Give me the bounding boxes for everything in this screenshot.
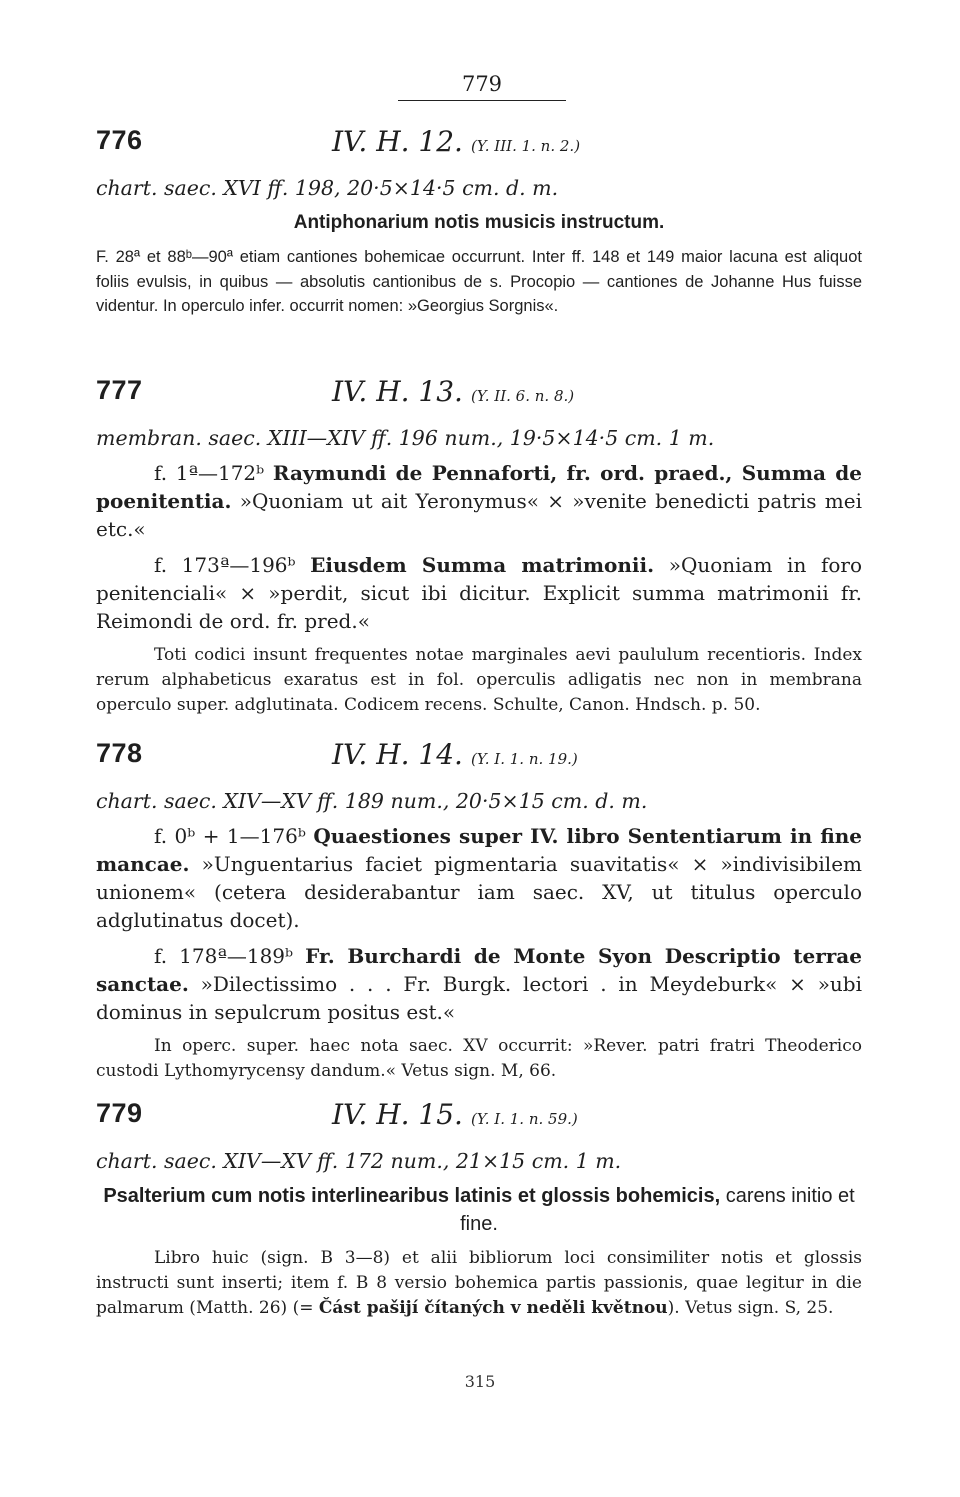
folio-range: f. 173ª—196ᵇ xyxy=(154,553,296,577)
catalog-entry-776 xyxy=(96,125,862,319)
content-item xyxy=(96,459,862,543)
page-header-number: 779 xyxy=(398,72,566,101)
entry-title: Antiphonarium notis musicis instructum. xyxy=(293,212,665,233)
shelfmark: IV. H. 15. (Y. I. 1. n. 59.) xyxy=(332,1098,578,1131)
catalog-entry-778 xyxy=(96,738,862,1084)
content-item xyxy=(96,551,862,635)
old-signature: (Y. III. 1. n. 2.) xyxy=(470,137,581,155)
entry-note: In operc. super. haec nota saec. XV occurrit: »Rever. patri fratri Theoderico custodi Lythomyrycensy dandum.« Vetus sign. M, 66. xyxy=(96,1036,862,1081)
work-title: Fr. Burchardi de Monte Syon Descriptio terrae sanctae. xyxy=(96,944,862,996)
old-signature: (Y. II. 6. n. 8.) xyxy=(470,387,575,405)
work-title: Eiusdem Summa matrimonii. xyxy=(310,553,655,577)
incipit-explicit: »Quoniam in foro penitenciali« × »perdit, sicut ibi dicitur. Explicit summa matrimonii fr. Reimondi de ord. fr. pred.« xyxy=(96,553,862,633)
incipit-explicit: »Unguentarius faciet pigmentaria suavitatis« × »indivisibilem unionem« (cetera desiderabantur iam saec. XV, ut titulus operculo adglutinatus docet). xyxy=(96,852,863,932)
entry-heading xyxy=(96,738,862,782)
entry-title-rest: carens initio et fine. xyxy=(460,1185,855,1235)
entry-heading xyxy=(96,1098,862,1142)
czech-title: Část pašijí čítaných v neděli květnou xyxy=(318,1298,668,1318)
codex-meta: chart. saec. XIV—XV ff. 189 num., 20·5×15 cm. d. m. xyxy=(96,789,648,813)
content-item xyxy=(96,942,862,1026)
folio-range: f. 178ª—189ᵇ xyxy=(154,944,294,968)
entry-title xyxy=(96,1182,862,1238)
entry-number: 778 xyxy=(96,738,143,768)
folio-range: f. 1ª—172ᵇ xyxy=(154,461,265,485)
old-signature: (Y. I. 1. n. 19.) xyxy=(470,750,578,768)
entry-note: Toti codici insunt frequentes notae marginales aevi paululum recentioris. Index rerum alphabeticus exaratus est in fol. operculis adligatis nec non in membrana operculo super. adglutinata. Codicem recens. Schulte, Canon. Hndsch. p. 50. xyxy=(96,645,862,715)
entry-title-bold: Psalterium cum notis interlinearibus latinis et glossis bohemicis, xyxy=(103,1185,721,1207)
catalog-entry-777 xyxy=(96,375,862,718)
content-item xyxy=(96,822,862,934)
old-signature: (Y. I. 1. n. 59.) xyxy=(470,1110,578,1128)
shelfmark: IV. H. 14. (Y. I. 1. n. 19.) xyxy=(332,738,578,771)
codex-meta: chart. saec. XVI ff. 198, 20·5×14·5 cm. d. m. xyxy=(96,176,559,200)
entry-description: F. 28ª et 88ᵇ—90ª etiam cantiones bohemicae occurrunt. Inter ff. 148 et 149 maior lacuna est aliquot foliis evulsis, in quibus — absolutis cantionibus de s. Procopio — cantiones de Johanne Hus fuisse videntur. In operculo infer. occurrit nomen: »Georgius Sorgnis«. xyxy=(96,248,862,315)
entry-note: Libro huic (sign. B 3—8) et alii bibliorum loci consimiliter notis et glossis instructi sunt inserti; item f. B 8 versio bohemica partis passionis, quae legitur in die palmarum (Matth. 26) (= Část pašijí čítaných v neděli květnou). Vetus sign. S, 25. xyxy=(96,1248,862,1318)
incipit-explicit: »Quoniam ut ait Yeronymus« × »venite benedicti patris mei etc.« xyxy=(96,489,863,541)
work-title: Quaestiones super IV. libro Sententiarum in fine mancae. xyxy=(96,824,862,876)
catalog-entry-779 xyxy=(96,1098,862,1321)
shelfmark: IV. H. 12. (Y. III. 1. n. 2.) xyxy=(332,125,581,158)
codex-meta: chart. saec. XIV—XV ff. 172 num., 21×15 cm. 1 m. xyxy=(96,1149,622,1173)
incipit-explicit: »Dilectissimo . . . Fr. Burgk. lectori . in Meydeburk« × »ubi dominus in sepulcrum positus est.« xyxy=(96,972,863,1024)
entry-number: 776 xyxy=(96,125,143,155)
entry-heading xyxy=(96,125,862,169)
entry-number: 779 xyxy=(96,1098,143,1128)
work-title: Raymundi de Pennaforti, fr. ord. praed., Summa de poenitentia. xyxy=(96,461,862,513)
entry-heading xyxy=(96,375,862,419)
page-footer-number: 315 xyxy=(464,1372,496,1391)
entry-number: 777 xyxy=(96,375,143,405)
folio-range: f. 0ᵇ + 1—176ᵇ xyxy=(154,824,306,848)
shelfmark: IV. H. 13. (Y. II. 6. n. 8.) xyxy=(332,375,575,408)
codex-meta: membran. saec. XIII—XIV ff. 196 num., 19·5×14·5 cm. 1 m. xyxy=(96,426,715,450)
